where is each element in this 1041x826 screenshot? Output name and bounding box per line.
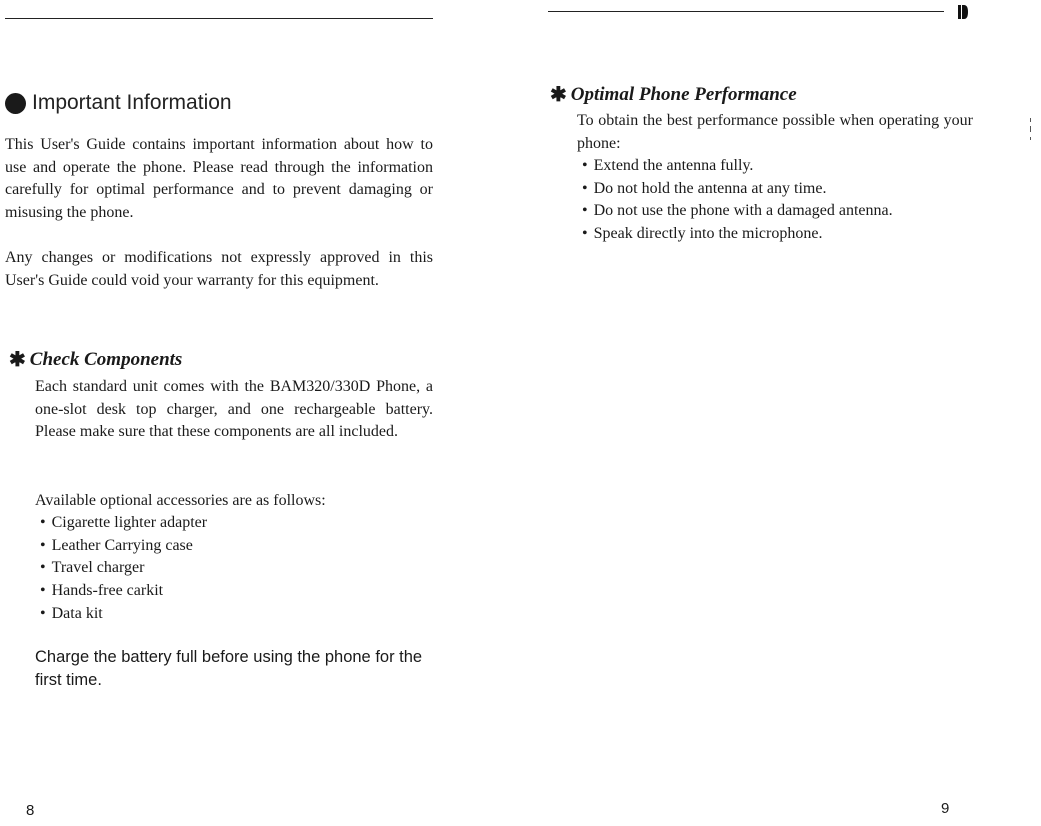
left-header-rule	[5, 18, 433, 19]
list-item: • Speak directly into the microphone.	[576, 223, 893, 246]
page-number-right: 9	[941, 800, 950, 817]
optimal-performance-heading	[550, 84, 797, 106]
list-item: • Leather Carrying case	[34, 535, 207, 558]
list-item: • Do not hold the antenna at any time.	[576, 178, 893, 201]
right-header-rule	[548, 11, 944, 12]
page-number-left: 8	[26, 802, 35, 819]
accessories-list	[34, 512, 207, 626]
section-title-text: Important Information	[32, 91, 232, 114]
intro-paragraph-1: This User's Guide contains important information about how to use and operate the phone. Please read through the information carefully for optimal performance and to prevent damaging or misusing the phone.	[5, 136, 433, 222]
chapter-tab-icon	[958, 4, 968, 20]
section-title	[5, 91, 232, 115]
asterisk-icon: ✱	[550, 84, 567, 106]
scan-mark	[1030, 137, 1031, 140]
list-item: • Travel charger	[34, 557, 207, 580]
check-components-title: Check Components	[29, 349, 183, 370]
section-bullet-icon	[5, 93, 26, 114]
scan-mark	[1030, 126, 1031, 132]
accessories-intro: Available optional accessories are as follows:	[35, 492, 326, 509]
check-components-heading	[9, 349, 182, 371]
optimal-performance-title: Optimal Phone Performance	[570, 84, 797, 105]
performance-tips-list	[576, 155, 893, 246]
asterisk-icon: ✱	[9, 349, 26, 371]
list-item: • Do not use the phone with a damaged antenna.	[576, 200, 893, 223]
list-item: • Data kit	[34, 603, 207, 626]
list-item: • Hands-free carkit	[34, 580, 207, 603]
components-paragraph: Each standard unit comes with the BAM320/330D Phone, a one-slot desk top charger, and one rechargeable battery. Please make sure that these components are all included.	[35, 378, 433, 441]
list-item: • Cigarette lighter adapter	[34, 512, 207, 535]
scan-mark	[1030, 118, 1031, 122]
charge-note: Charge the battery full before using the phone for the first time.	[35, 648, 423, 689]
list-item: • Extend the antenna fully.	[576, 155, 893, 178]
performance-intro: To obtain the best performance possible when operating your phone:	[577, 112, 973, 152]
intro-paragraph-2: Any changes or modifications not expressly approved in this User's Guide could void your warranty for this equipment.	[5, 249, 433, 289]
